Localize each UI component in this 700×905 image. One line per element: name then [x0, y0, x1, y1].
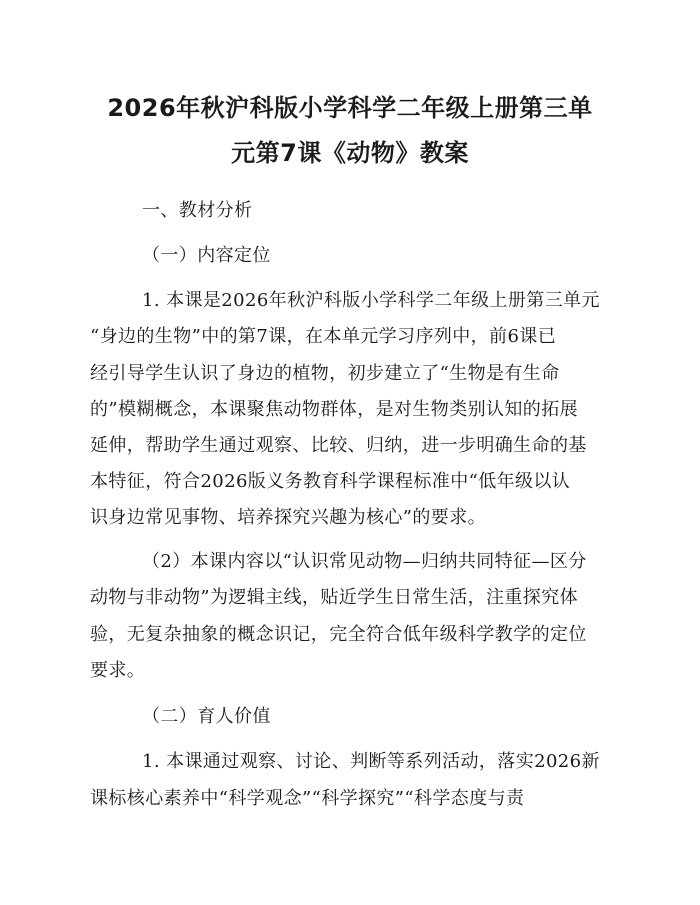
paragraph-2-line-4: 要求。: [90, 660, 146, 681]
document-title-line-2: 元第7课《动物》教案: [231, 139, 469, 167]
subsection-heading-educational-value: （二）育人价值: [142, 706, 271, 727]
paragraph-1-line-6: 本特征，符合2026版义务教育科学课程标准中“低年级以认: [90, 471, 571, 492]
paragraph-1-line-4: 的”模糊概念，本课聚焦动物群体，是对生物类别认知的拓展: [90, 399, 578, 420]
paragraph-1-line-5: 延伸，帮助学生通过观察、比较、归纳，进一步明确生命的基: [90, 435, 587, 456]
paragraph-2-line-3: 验，无复杂抽象的概念识记，完全符合低年级科学教学的定位: [90, 624, 587, 645]
subsection-heading-content-positioning: （一）内容定位: [142, 245, 271, 266]
paragraph-1-line-2: “身边的生物”中的第7课，在本单元学习序列中，前6课已: [90, 326, 557, 347]
paragraph-2-line-2: 动物与非动物”为逻辑主线，贴近学生日常生活，注重探究体: [90, 587, 578, 608]
paragraph-1-line-3: 经引导学生认识了身边的植物，初步建立了“生物是有生命: [90, 363, 560, 384]
paragraph-1-line-7: 识身边常见事物、培养探究兴趣为核心”的要求。: [90, 507, 486, 528]
paragraph-3-line-2: 课标核心素养中“科学观念”“科学探究”“科学态度与责: [90, 788, 525, 809]
document-title-line-1: 2026年秋沪科版小学科学二年级上册第三单: [107, 94, 593, 122]
paragraph-3-line-1: 1. 本课通过观察、讨论、判断等系列活动，落实2026新: [142, 751, 600, 772]
paragraph-2-line-1: （2）本课内容以“认识常见动物—归纳共同特征—区分: [142, 551, 587, 572]
paragraph-1-line-1: 1. 本课是2026年秋沪科版小学科学二年级上册第三单元: [142, 290, 600, 311]
section-heading-textbook-analysis: 一、教材分析: [142, 200, 253, 221]
